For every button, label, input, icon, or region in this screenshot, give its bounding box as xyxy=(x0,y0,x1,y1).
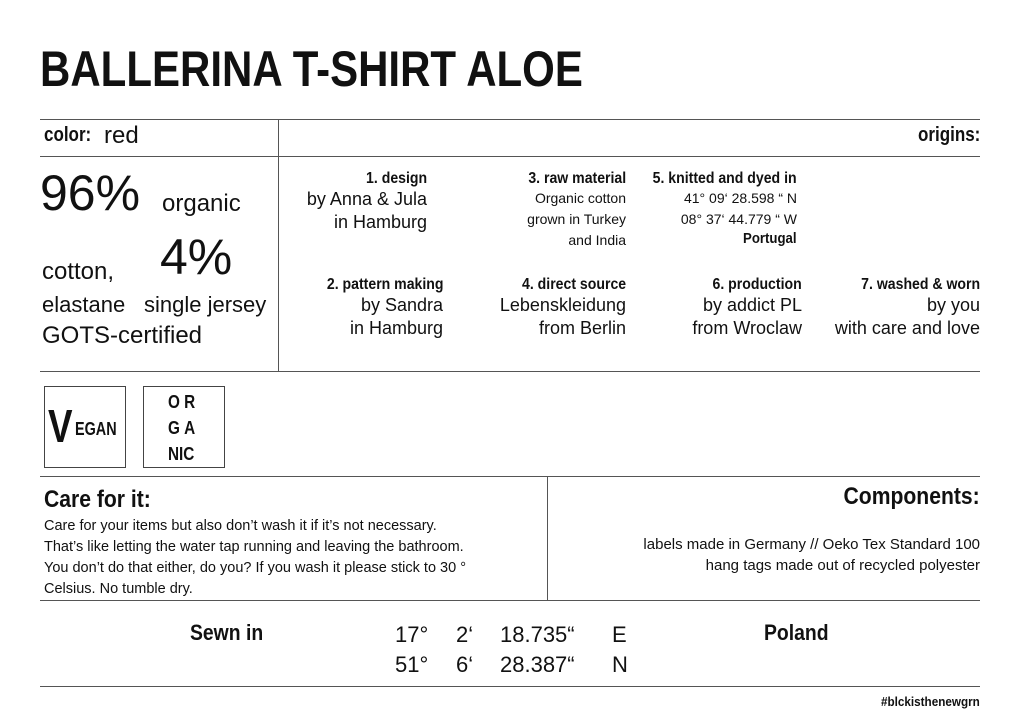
step-production-line: by addict PL xyxy=(702,295,802,315)
page-title: BALLERINA T-SHIRT ALOE xyxy=(40,41,583,97)
step-washed-worn-heading: 7. washed & worn xyxy=(861,276,980,293)
step-direct-source-line: from Berlin xyxy=(538,318,626,338)
divider-above-hashtag xyxy=(40,686,980,687)
organic-badge xyxy=(143,386,225,468)
divider-under-title xyxy=(40,119,980,120)
step-design xyxy=(307,170,427,234)
divider-care-components xyxy=(547,476,548,600)
divider-material-origins xyxy=(278,119,279,371)
step-washed-worn-line: with care and love xyxy=(834,318,980,338)
longitude-degrees: 17° xyxy=(395,622,429,647)
vegan-badge xyxy=(44,386,126,468)
step-knitted-dyed xyxy=(633,170,797,247)
step-pattern-heading: 2. pattern making xyxy=(326,276,443,293)
vegan-badge-text: EGAN xyxy=(75,419,117,439)
latitude-degrees: 51° xyxy=(395,652,429,677)
vegan-badge-initial: V xyxy=(48,400,73,452)
step-raw-material-heading: 3. raw material xyxy=(528,170,626,187)
elastane-word: elastane xyxy=(42,292,126,317)
hashtag: #blckisthenewgrn xyxy=(881,694,980,709)
latitude-minutes: 6‘ xyxy=(456,652,474,677)
care-title: Care for it: xyxy=(44,486,151,513)
step-knitted-dyed-line: 08° 37‘ 44.779 “ W xyxy=(680,211,797,227)
divider-under-care xyxy=(40,600,980,601)
longitude-seconds: 18.735“ xyxy=(500,622,575,647)
latitude-seconds: 28.387“ xyxy=(500,652,575,677)
longitude-direction: E xyxy=(612,622,627,647)
step-raw-material-line: and India xyxy=(568,232,626,248)
divider-under-color xyxy=(40,156,980,157)
step-design-line: by Anna & Jula xyxy=(306,189,427,209)
step-design-heading: 1. design xyxy=(365,170,427,187)
components-line: hang tags made out of recycled polyester xyxy=(705,557,980,574)
components-line: labels made in Germany // Oeko Tex Standard 100 xyxy=(643,536,980,553)
step-pattern-line: in Hamburg xyxy=(349,318,443,338)
components-title: Components: xyxy=(843,483,980,510)
step-direct-source-heading: 4. direct source xyxy=(521,276,626,293)
elastane-percentage: 4% xyxy=(160,229,233,285)
step-direct-source xyxy=(500,276,626,340)
color-value: red xyxy=(104,122,139,149)
care-line: You don’t do that either, do you? If you wash it please stick to 30 ° xyxy=(44,560,467,576)
step-raw-material-line: Organic cotton xyxy=(534,190,626,206)
step-washed-worn xyxy=(835,276,980,340)
step-knitted-dyed-line: 41° 09‘ 28.598 “ N xyxy=(683,190,797,206)
sewn-in-label: Sewn in xyxy=(190,620,264,645)
organic-badge-line: GA xyxy=(168,418,200,438)
care-text xyxy=(44,516,534,600)
care-line: Celsius. No tumble dry. xyxy=(44,581,193,597)
step-production-line: from Wroclaw xyxy=(692,318,802,338)
step-design-line: in Hamburg xyxy=(333,212,427,232)
color-label: color: xyxy=(44,124,92,146)
cotton-word: cotton, xyxy=(42,258,115,285)
jersey-word: single jersey xyxy=(144,292,267,317)
organic-percentage: 96% xyxy=(40,165,141,221)
care-line: Care for your items but also don’t wash it if it’s not necessary. xyxy=(44,518,437,534)
step-production-heading: 6. production xyxy=(712,276,802,293)
sewn-in-country: Poland xyxy=(764,620,829,645)
step-knitted-dyed-country: Portugal xyxy=(743,230,797,247)
organic-badge-line: OR xyxy=(168,392,200,412)
gots-certification: GOTS-certified xyxy=(42,322,203,349)
step-raw-material-line: grown in Turkey xyxy=(527,211,626,227)
step-pattern-line: by Sandra xyxy=(360,295,443,315)
longitude-minutes: 2‘ xyxy=(456,622,474,647)
step-production xyxy=(692,276,802,340)
step-knitted-dyed-heading: 5. knitted and dyed in xyxy=(653,170,797,187)
origins-label: origins: xyxy=(917,124,980,146)
step-pattern xyxy=(311,276,443,340)
care-line: That’s like letting the water tap running and leaving the bathroom. xyxy=(44,539,464,555)
step-direct-source-line: Lebenskleidung xyxy=(499,295,626,315)
latitude-direction: N xyxy=(612,652,628,677)
step-raw-material xyxy=(515,170,626,251)
step-washed-worn-line: by you xyxy=(926,295,980,315)
divider-above-care xyxy=(40,476,980,477)
organic-badge-line: NIC xyxy=(168,444,195,464)
organic-word: organic xyxy=(162,190,241,217)
divider-under-origins xyxy=(40,371,980,372)
